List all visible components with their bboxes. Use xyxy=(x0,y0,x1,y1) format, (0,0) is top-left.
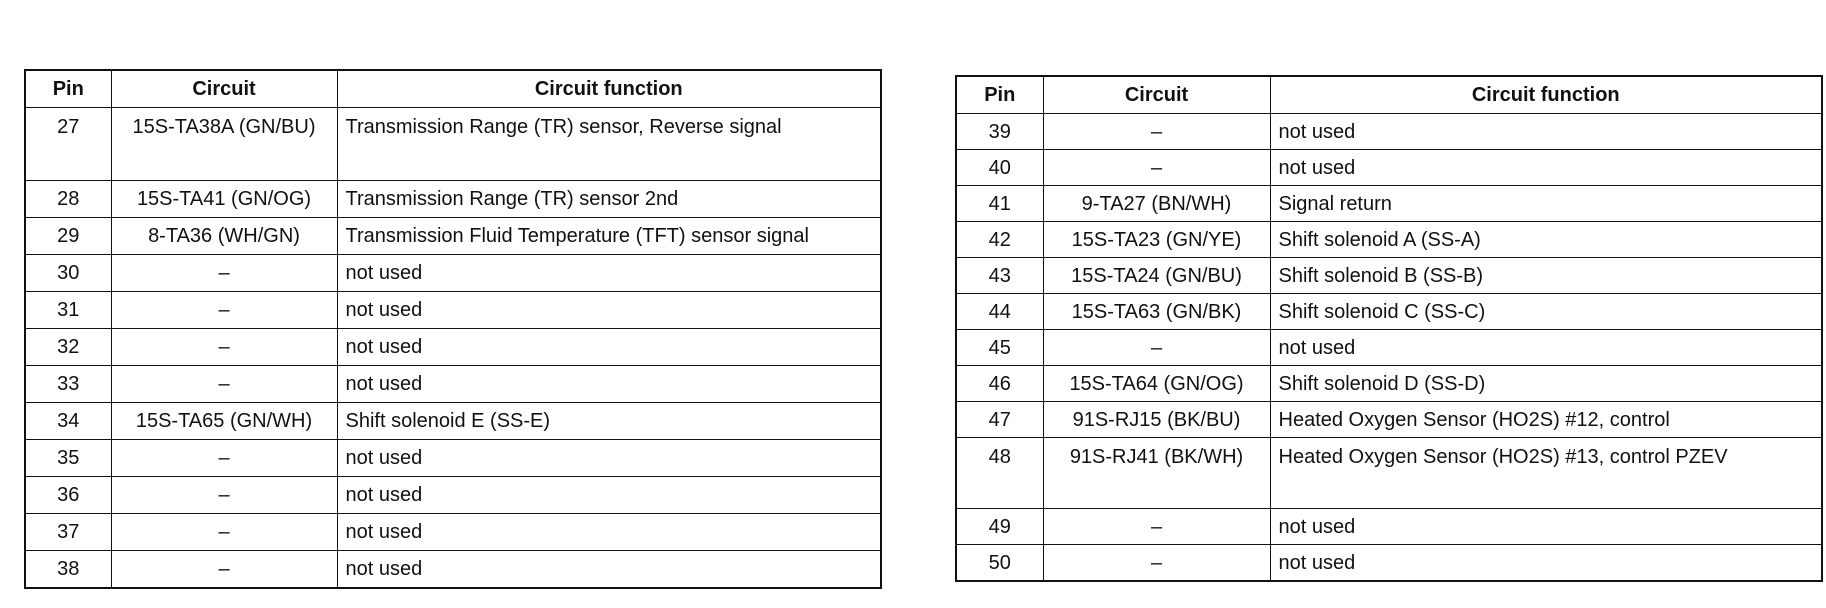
table-row xyxy=(956,222,1822,258)
circuit-cell: 9-TA27 (BN/WH) xyxy=(1043,186,1270,222)
table-row xyxy=(956,330,1822,366)
circuit-header: Circuit xyxy=(1043,76,1270,114)
circuit-cell: 15S-TA24 (GN/BU) xyxy=(1043,258,1270,294)
function-cell: not used xyxy=(1270,114,1822,150)
table-row xyxy=(25,181,881,218)
circuit-cell: 91S-RJ41 (BK/WH) xyxy=(1043,438,1270,509)
pin-cell: 30 xyxy=(25,255,111,292)
function-cell: Heated Oxygen Sensor (HO2S) #13, control PZEV xyxy=(1270,438,1822,509)
function-cell: not used xyxy=(337,329,881,366)
pin-cell: 48 xyxy=(956,438,1043,509)
circuit-cell: 15S-TA63 (GN/BK) xyxy=(1043,294,1270,330)
function-cell: Shift solenoid E (SS-E) xyxy=(337,403,881,440)
circuit-header: Circuit xyxy=(111,70,337,108)
pinout-table-left xyxy=(24,69,882,589)
pin-cell: 45 xyxy=(956,330,1043,366)
circuit-function-header: Circuit function xyxy=(337,70,881,108)
pin-cell: 35 xyxy=(25,440,111,477)
table-row xyxy=(25,551,881,589)
circuit-cell: 15S-TA65 (GN/WH) xyxy=(111,403,337,440)
function-cell: Transmission Range (TR) sensor, Reverse signal xyxy=(337,108,881,181)
pin-cell: 46 xyxy=(956,366,1043,402)
function-cell: Shift solenoid C (SS-C) xyxy=(1270,294,1822,330)
pin-cell: 33 xyxy=(25,366,111,403)
circuit-cell: 15S-TA38A (GN/BU) xyxy=(111,108,337,181)
function-cell: Transmission Range (TR) sensor 2nd xyxy=(337,181,881,218)
circuit-cell: 15S-TA41 (GN/OG) xyxy=(111,181,337,218)
function-cell: not used xyxy=(337,551,881,589)
circuit-cell: – xyxy=(111,551,337,589)
circuit-cell: 15S-TA64 (GN/OG) xyxy=(1043,366,1270,402)
table-row xyxy=(956,509,1822,545)
circuit-cell: 15S-TA23 (GN/YE) xyxy=(1043,222,1270,258)
circuit-cell: – xyxy=(1043,509,1270,545)
circuit-cell: – xyxy=(111,255,337,292)
table-row xyxy=(956,438,1822,509)
table-row xyxy=(25,108,881,181)
table-row xyxy=(25,218,881,255)
function-cell: not used xyxy=(1270,545,1822,582)
pin-cell: 42 xyxy=(956,222,1043,258)
circuit-cell: – xyxy=(111,292,337,329)
function-cell: not used xyxy=(337,440,881,477)
table-row xyxy=(956,545,1822,582)
pin-cell: 49 xyxy=(956,509,1043,545)
circuit-cell: – xyxy=(1043,150,1270,186)
header-row xyxy=(956,76,1822,114)
pin-cell: 31 xyxy=(25,292,111,329)
function-cell: Shift solenoid D (SS-D) xyxy=(1270,366,1822,402)
function-cell: not used xyxy=(337,514,881,551)
table-row xyxy=(956,402,1822,438)
function-cell: Transmission Fluid Temperature (TFT) sensor signal xyxy=(337,218,881,255)
header-row xyxy=(25,70,881,108)
circuit-function-header: Circuit function xyxy=(1270,76,1822,114)
table-row xyxy=(25,440,881,477)
circuit-cell: – xyxy=(111,514,337,551)
circuit-cell: – xyxy=(1043,114,1270,150)
pin-cell: 32 xyxy=(25,329,111,366)
circuit-cell: – xyxy=(111,440,337,477)
pin-cell: 50 xyxy=(956,545,1043,582)
table-row xyxy=(25,292,881,329)
pin-cell: 43 xyxy=(956,258,1043,294)
table-row xyxy=(25,477,881,514)
table-row xyxy=(25,255,881,292)
circuit-cell: – xyxy=(111,477,337,514)
pinout-table-right xyxy=(955,75,1823,582)
circuit-cell: – xyxy=(111,366,337,403)
function-cell: Signal return xyxy=(1270,186,1822,222)
function-cell: not used xyxy=(1270,509,1822,545)
circuit-cell: 91S-RJ15 (BK/BU) xyxy=(1043,402,1270,438)
function-cell: not used xyxy=(1270,150,1822,186)
pin-cell: 37 xyxy=(25,514,111,551)
function-cell: Shift solenoid B (SS-B) xyxy=(1270,258,1822,294)
pin-cell: 36 xyxy=(25,477,111,514)
table-row xyxy=(25,329,881,366)
table-row xyxy=(956,366,1822,402)
table-row xyxy=(25,403,881,440)
function-cell: Heated Oxygen Sensor (HO2S) #12, control xyxy=(1270,402,1822,438)
function-cell: not used xyxy=(1270,330,1822,366)
pin-cell: 40 xyxy=(956,150,1043,186)
table-row xyxy=(956,258,1822,294)
pin-cell: 27 xyxy=(25,108,111,181)
pin-cell: 34 xyxy=(25,403,111,440)
table-row xyxy=(956,186,1822,222)
pin-cell: 28 xyxy=(25,181,111,218)
pin-header: Pin xyxy=(25,70,111,108)
function-cell: not used xyxy=(337,255,881,292)
function-cell: Shift solenoid A (SS-A) xyxy=(1270,222,1822,258)
circuit-cell: 8-TA36 (WH/GN) xyxy=(111,218,337,255)
table-row xyxy=(25,366,881,403)
table-row xyxy=(956,150,1822,186)
circuit-cell: – xyxy=(1043,330,1270,366)
table-row xyxy=(956,114,1822,150)
pin-cell: 44 xyxy=(956,294,1043,330)
pin-cell: 38 xyxy=(25,551,111,589)
function-cell: not used xyxy=(337,292,881,329)
circuit-cell: – xyxy=(111,329,337,366)
pin-cell: 39 xyxy=(956,114,1043,150)
pin-cell: 47 xyxy=(956,402,1043,438)
function-cell: not used xyxy=(337,477,881,514)
pin-cell: 41 xyxy=(956,186,1043,222)
pin-header: Pin xyxy=(956,76,1043,114)
function-cell: not used xyxy=(337,366,881,403)
table-row xyxy=(25,514,881,551)
pin-cell: 29 xyxy=(25,218,111,255)
table-row xyxy=(956,294,1822,330)
circuit-cell: – xyxy=(1043,545,1270,582)
